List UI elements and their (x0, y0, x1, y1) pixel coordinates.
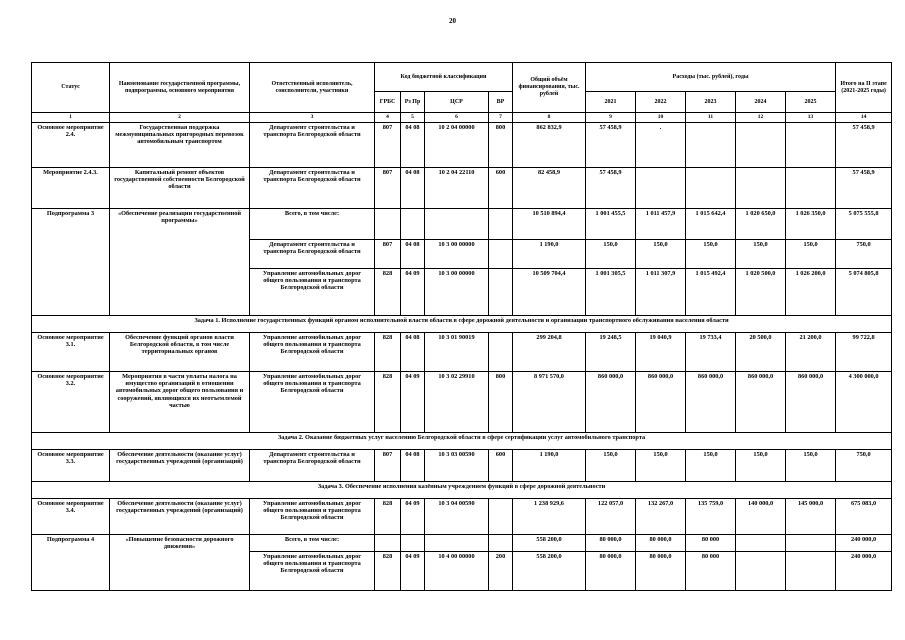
year-2023-cell: 135 759,0 (686, 499, 736, 535)
rzpr-cell: 04 09 (401, 372, 425, 433)
year-2023-cell: 150,0 (686, 240, 736, 269)
col-name-header: Наименование государственной программы, подпрограммы, основного мероприятия (110, 63, 250, 113)
status-cell: Основное мероприятие 3.4. (32, 499, 110, 535)
year-2021-cell: 57 458,9 (586, 168, 636, 209)
rzpr-cell (401, 209, 425, 240)
rzpr-cell: 04 09 (401, 552, 425, 591)
total-cell: 862 832,9 (513, 123, 586, 168)
total-cell: 1 238 929,6 (513, 499, 586, 535)
csr-cell: 10 3 02 29910 (425, 372, 489, 433)
year-2025-cell: 1 026 200,0 (786, 269, 836, 316)
rzpr-cell: 04 08 (401, 168, 425, 209)
year-2025-cell: 150,0 (786, 240, 836, 269)
col-number: 1 (32, 113, 110, 123)
total-cell: 82 458,9 (513, 168, 586, 209)
stage-total-cell: 750,0 (836, 450, 892, 482)
total-cell: 299 204,8 (513, 333, 586, 372)
rzpr-cell: 04 08 (401, 333, 425, 372)
grbs-cell (375, 535, 401, 552)
total-cell: 558 200,0 (513, 552, 586, 591)
col-number: 6 (425, 113, 489, 123)
col-rzpr-header: Рз Пр (401, 92, 425, 113)
col-number: 2 (110, 113, 250, 123)
grbs-cell: 828 (375, 499, 401, 535)
executor-cell: Департамент строительства и транспорта Белгородской области (250, 123, 375, 168)
stage-total-cell: 750,0 (836, 240, 892, 269)
year-2022-cell: 80 000,0 (636, 535, 686, 552)
csr-cell: 10 3 03 00590 (425, 450, 489, 482)
grbs-cell: 807 (375, 240, 401, 269)
stage-total-cell: 4 300 000,0 (836, 372, 892, 433)
year-2022-cell: 80 000,0 (636, 552, 686, 591)
year-2024-cell: 140 000,0 (736, 499, 786, 535)
task-heading: Задача 1. Исполнение государственных функций органом исполнительной власти области в сфере дорожной деятельности и организации транспортного обслуживания населения области (32, 316, 892, 333)
year-2025-cell (786, 168, 836, 209)
executor-cell: Управление автомобильных дорог общего пользования и транспорта Белгородской области (250, 372, 375, 433)
csr-cell: 10 2 04 22110 (425, 168, 489, 209)
status-cell: Мероприятие 2.4.3. (32, 168, 110, 209)
col-executor-header: Ответственный исполнитель, соисполнители, участники (250, 63, 375, 113)
year-2024-cell (736, 535, 786, 552)
col-number: 10 (636, 113, 686, 123)
status-cell: Основное мероприятие 3.1. (32, 333, 110, 372)
col-number: 12 (736, 113, 786, 123)
csr-cell: 10 3 00 00000 (425, 240, 489, 269)
grbs-cell (375, 209, 401, 240)
stage-total-cell: 99 722,8 (836, 333, 892, 372)
year-2024-cell: 150,0 (736, 450, 786, 482)
year-2025-cell (786, 552, 836, 591)
year-2023-cell: 150,0 (686, 450, 736, 482)
stage-total-cell: 240 000,0 (836, 552, 892, 591)
name-cell: «Обеспечение реализации государственной программы» (110, 209, 250, 316)
col-budget-code-header: Код бюджетной классификации (375, 63, 513, 92)
vr-cell (489, 535, 513, 552)
year-2023-cell: 19 733,4 (686, 333, 736, 372)
stage-total-cell: 240 000,0 (836, 535, 892, 552)
year-2023-cell: 80 000 (686, 552, 736, 591)
status-cell: Подпрограмма 4 (32, 535, 110, 591)
grbs-cell: 828 (375, 269, 401, 316)
year-2023-cell (686, 123, 736, 168)
vr-cell: 200 (489, 552, 513, 591)
table-row (32, 450, 892, 482)
table-row (32, 123, 892, 168)
table-row (32, 333, 892, 372)
col-vr-header: ВР (489, 92, 513, 113)
year-2024-cell (736, 168, 786, 209)
rzpr-cell: 04 09 (401, 499, 425, 535)
year-2024-cell: 150,0 (736, 240, 786, 269)
col-year-header: 2023 (686, 92, 736, 113)
col-number: 3 (250, 113, 375, 123)
table-row (32, 168, 892, 209)
year-2022-cell: 150,0 (636, 450, 686, 482)
name-cell: Обеспечение деятельности (оказание услуг) государственных учреждений (организаций) (110, 499, 250, 535)
executor-cell: Департамент строительства и транспорта Белгородской области (250, 450, 375, 482)
year-2021-cell: 150,0 (586, 240, 636, 269)
col-year-header: 2024 (736, 92, 786, 113)
year-2021-cell: 860 000,0 (586, 372, 636, 433)
vr-cell: 600 (489, 168, 513, 209)
page-number: 20 (449, 17, 456, 25)
col-number: 8 (513, 113, 586, 123)
budget-table (31, 62, 892, 591)
vr-cell: 800 (489, 372, 513, 433)
year-2024-cell: 860 000,0 (736, 372, 786, 433)
col-number: 4 (375, 113, 401, 123)
task-heading: Задача 3. Обеспечение исполнения казённым учреждением функций в сфере дорожной деятельности (32, 482, 892, 499)
name-cell: Мероприятия в части уплаты налога на имущество организаций в отношении автомобильных дорог общего пользования и сооружений, являющихся их неотъемлемой частью (110, 372, 250, 433)
col-number: 13 (786, 113, 836, 123)
stage-total-cell: 675 083,0 (836, 499, 892, 535)
table-row (32, 209, 892, 240)
col-expenses-header: Расходы (тыс. рублей), годы (586, 63, 836, 92)
csr-cell (425, 209, 489, 240)
grbs-cell: 828 (375, 552, 401, 591)
year-2023-cell (686, 168, 736, 209)
year-2022-cell: 19 040,9 (636, 333, 686, 372)
col-year-header: 2022 (636, 92, 686, 113)
total-cell: 1 190,0 (513, 450, 586, 482)
year-2025-cell: 860 000,0 (786, 372, 836, 433)
vr-cell (489, 333, 513, 372)
total-cell: 10 509 704,4 (513, 269, 586, 316)
executor-cell: Управление автомобильных дорог общего пользования и транспорта Белгородской области (250, 499, 375, 535)
csr-cell: 10 3 04 00590 (425, 499, 489, 535)
total-cell: 558 200,0 (513, 535, 586, 552)
grbs-cell: 807 (375, 123, 401, 168)
year-2024-cell (736, 552, 786, 591)
executor-cell: Всего, в том числе: (250, 535, 375, 552)
year-2024-cell: 1 020 650,0 (736, 209, 786, 240)
year-2022-cell: 860 000,0 (636, 372, 686, 433)
task-row (32, 433, 892, 450)
name-cell: Обеспечение деятельности (оказание услуг) государственных учреждений (организаций) (110, 450, 250, 482)
col-status-header: Статус (32, 63, 110, 113)
year-2021-cell: 80 000,0 (586, 535, 636, 552)
status-cell: Основное мероприятие 3.3. (32, 450, 110, 482)
executor-cell: Департамент строительства и транспорта Белгородской области (250, 168, 375, 209)
header-row (32, 63, 892, 92)
year-2022-cell: 1 011 307,9 (636, 269, 686, 316)
stage-total-cell: 57 458,9 (836, 123, 892, 168)
year-2022-cell: . (636, 123, 686, 168)
col-grbs-header: ГРБС (375, 92, 401, 113)
col-year-header: 2025 (786, 92, 836, 113)
stage-total-cell: 57 458,9 (836, 168, 892, 209)
status-cell: Основное мероприятие 3.2. (32, 372, 110, 433)
csr-cell: 10 3 00 00000 (425, 269, 489, 316)
year-2024-cell: 1 020 500,0 (736, 269, 786, 316)
grbs-cell: 807 (375, 168, 401, 209)
year-2023-cell: 1 015 492,4 (686, 269, 736, 316)
grbs-cell: 807 (375, 450, 401, 482)
rzpr-cell: 04 09 (401, 269, 425, 316)
year-2021-cell: 1 001 305,5 (586, 269, 636, 316)
year-2025-cell (786, 535, 836, 552)
status-cell: Подпрограмма 3 (32, 209, 110, 316)
table-row (32, 535, 892, 552)
vr-cell (489, 240, 513, 269)
vr-cell: 600 (489, 450, 513, 482)
table-row (32, 372, 892, 433)
year-2022-cell: 1 011 457,9 (636, 209, 686, 240)
executor-cell: Всего, в том числе: (250, 209, 375, 240)
name-cell: Государственная поддержка межмуниципальных пригородных перевозок автомобильным транспортом (110, 123, 250, 168)
col-number: 9 (586, 113, 636, 123)
col-csr-header: ЦСР (425, 92, 489, 113)
year-2025-cell: 150,0 (786, 450, 836, 482)
year-2021-cell: 80 000,0 (586, 552, 636, 591)
csr-cell: 10 3 01 90019 (425, 333, 489, 372)
stage-total-cell: 5 075 555,8 (836, 209, 892, 240)
year-2023-cell: 860 000,0 (686, 372, 736, 433)
name-cell: Обеспечение функций органов власти Белгородской области, в том числе территориальных органов (110, 333, 250, 372)
year-2022-cell: 150,0 (636, 240, 686, 269)
task-row (32, 316, 892, 333)
year-2022-cell (636, 168, 686, 209)
rzpr-cell: 04 08 (401, 123, 425, 168)
col-stage-header: Итого на II этапе (2021-2025 годы) (836, 63, 892, 113)
executor-cell: Управление автомобильных дорог общего пользования и транспорта Белгородской области (250, 333, 375, 372)
col-number: 11 (686, 113, 736, 123)
csr-cell (425, 535, 489, 552)
rzpr-cell: 04 08 (401, 240, 425, 269)
table-row (32, 499, 892, 535)
year-2021-cell: 150,0 (586, 450, 636, 482)
executor-cell: Департамент строительства и транспорта Белгородской области (250, 240, 375, 269)
col-total-header: Общий объём финансирования, тыс. рублей (513, 63, 586, 113)
year-2021-cell: 19 248,5 (586, 333, 636, 372)
stage-total-cell: 5 074 805,8 (836, 269, 892, 316)
vr-cell (489, 209, 513, 240)
task-heading: Задача 2. Оказание бюджетных услуг населению Белгородской области в сфере сертификации услуг автомобильного транспорта (32, 433, 892, 450)
year-2025-cell: 21 200,0 (786, 333, 836, 372)
vr-cell (489, 499, 513, 535)
year-2021-cell: 1 001 455,5 (586, 209, 636, 240)
name-cell: «Повышение безопасности дорожного движения» (110, 535, 250, 591)
year-2021-cell: 57 458,9 (586, 123, 636, 168)
col-number: 5 (401, 113, 425, 123)
year-2024-cell: 20 500,0 (736, 333, 786, 372)
year-2025-cell (786, 123, 836, 168)
total-cell: 1 190,0 (513, 240, 586, 269)
grbs-cell: 828 (375, 333, 401, 372)
year-2021-cell: 122 057,0 (586, 499, 636, 535)
year-2023-cell: 80 000 (686, 535, 736, 552)
rzpr-cell: 04 08 (401, 450, 425, 482)
vr-cell (489, 269, 513, 316)
status-cell: Основное мероприятие 2.4. (32, 123, 110, 168)
name-cell: Капитальный ремонт объектов государственной собственности Белгородской области (110, 168, 250, 209)
vr-cell: 800 (489, 123, 513, 168)
year-2023-cell: 1 015 642,4 (686, 209, 736, 240)
total-cell: 10 510 894,4 (513, 209, 586, 240)
executor-cell: Управление автомобильных дорог общего пользования и транспорта Белгородской области (250, 269, 375, 316)
year-2024-cell (736, 123, 786, 168)
csr-cell: 10 4 00 00000 (425, 552, 489, 591)
col-year-header: 2021 (586, 92, 636, 113)
task-row (32, 482, 892, 499)
column-number-row (32, 113, 892, 123)
csr-cell: 10 2 04 00000 (425, 123, 489, 168)
year-2025-cell: 1 026 350,0 (786, 209, 836, 240)
col-number: 7 (489, 113, 513, 123)
year-2022-cell: 132 267,0 (636, 499, 686, 535)
rzpr-cell (401, 535, 425, 552)
executor-cell: Управление автомобильных дорог общего пользования и транспорта Белгородской области (250, 552, 375, 591)
total-cell: 8 971 570,0 (513, 372, 586, 433)
col-number: 14 (836, 113, 892, 123)
year-2025-cell: 145 000,0 (786, 499, 836, 535)
grbs-cell: 828 (375, 372, 401, 433)
